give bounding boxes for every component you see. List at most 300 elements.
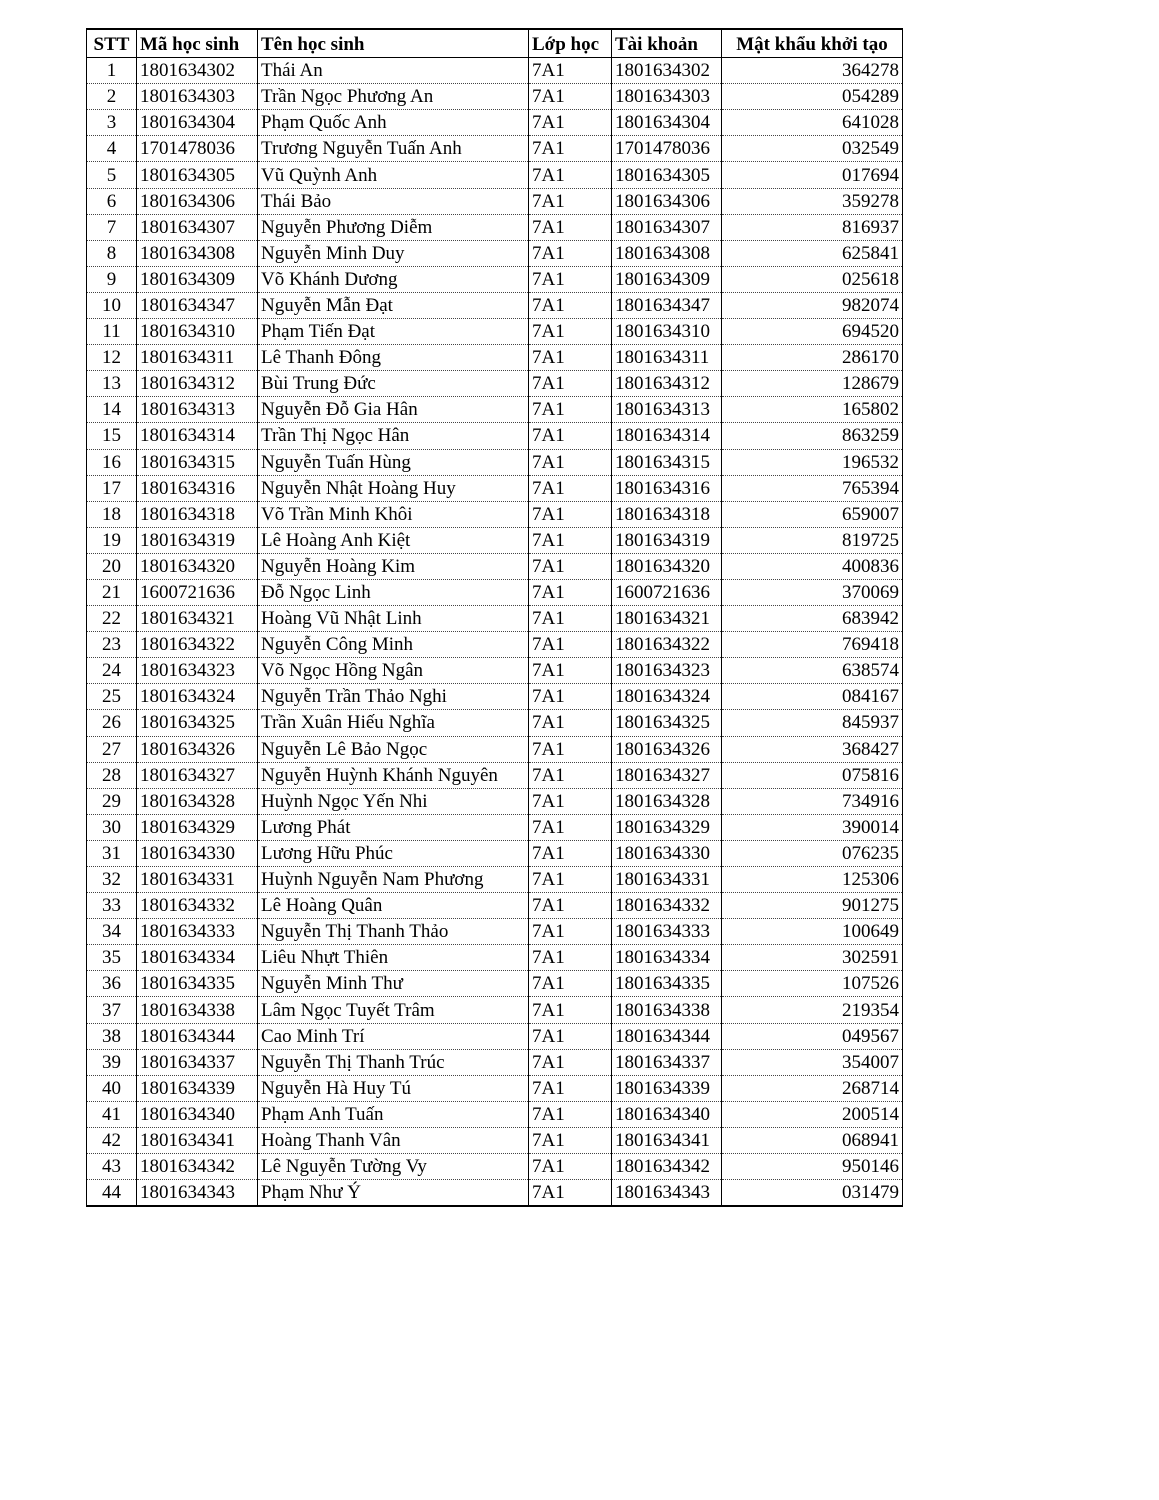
- cell-student-name: Nguyễn Hoàng Kim: [258, 553, 529, 579]
- cell-stt: 23: [87, 632, 137, 658]
- cell-student-name: Vũ Quỳnh Anh: [258, 162, 529, 188]
- cell-initial-password: 084167: [722, 684, 903, 710]
- cell-student-id: 1801634323: [137, 658, 258, 684]
- table-row: [87, 1180, 903, 1207]
- cell-initial-password: 128679: [722, 371, 903, 397]
- cell-initial-password: 364278: [722, 58, 903, 84]
- cell-stt: 7: [87, 214, 137, 240]
- cell-stt: 26: [87, 710, 137, 736]
- cell-initial-password: 845937: [722, 710, 903, 736]
- student-account-table: [86, 28, 903, 1207]
- cell-class: 7A1: [529, 1101, 612, 1127]
- cell-student-id: 1801634329: [137, 814, 258, 840]
- cell-account: 1801634313: [612, 397, 722, 423]
- cell-initial-password: 901275: [722, 893, 903, 919]
- cell-student-name: Liêu Nhựt Thiên: [258, 945, 529, 971]
- cell-class: 7A1: [529, 319, 612, 345]
- table-row: [87, 1154, 903, 1180]
- cell-initial-password: 694520: [722, 319, 903, 345]
- cell-initial-password: 125306: [722, 867, 903, 893]
- cell-stt: 11: [87, 319, 137, 345]
- table-row: [87, 58, 903, 84]
- cell-student-name: Lê Thanh Đông: [258, 345, 529, 371]
- cell-initial-password: 769418: [722, 632, 903, 658]
- cell-account: 1801634343: [612, 1180, 722, 1207]
- table-row: [87, 736, 903, 762]
- cell-class: 7A1: [529, 475, 612, 501]
- table-row: [87, 579, 903, 605]
- cell-student-id: 1801634338: [137, 997, 258, 1023]
- cell-class: 7A1: [529, 1154, 612, 1180]
- table-row: [87, 867, 903, 893]
- cell-account: 1801634333: [612, 919, 722, 945]
- cell-student-id: 1801634313: [137, 397, 258, 423]
- table-row: [87, 788, 903, 814]
- cell-student-name: Lương Phát: [258, 814, 529, 840]
- cell-account: 1801634311: [612, 345, 722, 371]
- cell-student-id: 1801634305: [137, 162, 258, 188]
- cell-student-id: 1701478036: [137, 136, 258, 162]
- cell-initial-password: 734916: [722, 788, 903, 814]
- cell-student-name: Lê Hoàng Quân: [258, 893, 529, 919]
- cell-student-id: 1801634333: [137, 919, 258, 945]
- cell-initial-password: 659007: [722, 501, 903, 527]
- cell-initial-password: 017694: [722, 162, 903, 188]
- header-account: Tài khoản: [612, 29, 722, 58]
- cell-class: 7A1: [529, 1023, 612, 1049]
- cell-student-name: Phạm Như Ý: [258, 1180, 529, 1207]
- cell-initial-password: 950146: [722, 1154, 903, 1180]
- table-row: [87, 606, 903, 632]
- cell-student-id: 1801634312: [137, 371, 258, 397]
- cell-student-name: Võ Trần Minh Khôi: [258, 501, 529, 527]
- cell-class: 7A1: [529, 266, 612, 292]
- cell-stt: 14: [87, 397, 137, 423]
- cell-account: 1801634325: [612, 710, 722, 736]
- table-row: [87, 136, 903, 162]
- cell-class: 7A1: [529, 684, 612, 710]
- cell-student-name: Nguyễn Phương Diễm: [258, 214, 529, 240]
- cell-class: 7A1: [529, 632, 612, 658]
- cell-account: 1801634329: [612, 814, 722, 840]
- cell-student-name: Nguyễn Trần Thảo Nghi: [258, 684, 529, 710]
- cell-stt: 33: [87, 893, 137, 919]
- cell-class: 7A1: [529, 997, 612, 1023]
- cell-student-name: Nguyễn Lê Bảo Ngọc: [258, 736, 529, 762]
- cell-account: 1801634328: [612, 788, 722, 814]
- cell-student-id: 1801634324: [137, 684, 258, 710]
- cell-student-id: 1801634332: [137, 893, 258, 919]
- cell-account: 1801634312: [612, 371, 722, 397]
- cell-stt: 8: [87, 240, 137, 266]
- cell-student-id: 1801634344: [137, 1023, 258, 1049]
- cell-stt: 43: [87, 1154, 137, 1180]
- cell-initial-password: 268714: [722, 1075, 903, 1101]
- cell-initial-password: 302591: [722, 945, 903, 971]
- cell-stt: 27: [87, 736, 137, 762]
- cell-account: 1801634330: [612, 840, 722, 866]
- cell-class: 7A1: [529, 814, 612, 840]
- cell-initial-password: 165802: [722, 397, 903, 423]
- cell-class: 7A1: [529, 292, 612, 318]
- cell-student-name: Lương Hữu Phúc: [258, 840, 529, 866]
- cell-class: 7A1: [529, 345, 612, 371]
- cell-student-id: 1600721636: [137, 579, 258, 605]
- table-row: [87, 345, 903, 371]
- cell-account: 1801634339: [612, 1075, 722, 1101]
- cell-student-id: 1801634325: [137, 710, 258, 736]
- cell-initial-password: 390014: [722, 814, 903, 840]
- cell-initial-password: 031479: [722, 1180, 903, 1207]
- cell-stt: 18: [87, 501, 137, 527]
- cell-stt: 25: [87, 684, 137, 710]
- cell-initial-password: 107526: [722, 971, 903, 997]
- cell-stt: 42: [87, 1127, 137, 1153]
- cell-class: 7A1: [529, 919, 612, 945]
- cell-stt: 28: [87, 762, 137, 788]
- cell-student-id: 1801634343: [137, 1180, 258, 1207]
- cell-account: 1801634306: [612, 188, 722, 214]
- cell-class: 7A1: [529, 971, 612, 997]
- cell-student-id: 1801634331: [137, 867, 258, 893]
- cell-initial-password: 075816: [722, 762, 903, 788]
- cell-class: 7A1: [529, 1127, 612, 1153]
- cell-account: 1801634305: [612, 162, 722, 188]
- cell-class: 7A1: [529, 762, 612, 788]
- cell-student-id: 1801634309: [137, 266, 258, 292]
- cell-account: 1801634307: [612, 214, 722, 240]
- table-row: [87, 814, 903, 840]
- table-row: [87, 945, 903, 971]
- cell-initial-password: 200514: [722, 1101, 903, 1127]
- cell-stt: 32: [87, 867, 137, 893]
- cell-student-id: 1801634318: [137, 501, 258, 527]
- header-class: Lớp học: [529, 29, 612, 58]
- table-row: [87, 266, 903, 292]
- cell-class: 7A1: [529, 1180, 612, 1207]
- cell-student-id: 1801634319: [137, 527, 258, 553]
- cell-class: 7A1: [529, 214, 612, 240]
- cell-class: 7A1: [529, 736, 612, 762]
- cell-stt: 12: [87, 345, 137, 371]
- cell-stt: 34: [87, 919, 137, 945]
- cell-student-name: Cao Minh Trí: [258, 1023, 529, 1049]
- cell-account: 1801634347: [612, 292, 722, 318]
- table-row: [87, 527, 903, 553]
- cell-class: 7A1: [529, 136, 612, 162]
- cell-account: 1801634337: [612, 1049, 722, 1075]
- cell-account: 1801634338: [612, 997, 722, 1023]
- cell-initial-password: 068941: [722, 1127, 903, 1153]
- cell-account: 1801634341: [612, 1127, 722, 1153]
- table-row: [87, 632, 903, 658]
- cell-class: 7A1: [529, 579, 612, 605]
- table-row: [87, 1049, 903, 1075]
- cell-stt: 6: [87, 188, 137, 214]
- table-row: [87, 710, 903, 736]
- cell-account: 1801634303: [612, 84, 722, 110]
- cell-student-name: Trần Ngọc Phương An: [258, 84, 529, 110]
- header-student-name: Tên học sinh: [258, 29, 529, 58]
- cell-account: 1801634342: [612, 1154, 722, 1180]
- cell-account: 1801634323: [612, 658, 722, 684]
- header-student-id: Mã học sinh: [137, 29, 258, 58]
- cell-student-name: Trương Nguyễn Tuấn Anh: [258, 136, 529, 162]
- table-row: [87, 971, 903, 997]
- cell-stt: 9: [87, 266, 137, 292]
- cell-class: 7A1: [529, 658, 612, 684]
- cell-initial-password: 641028: [722, 110, 903, 136]
- cell-class: 7A1: [529, 840, 612, 866]
- cell-account: 1801634332: [612, 893, 722, 919]
- cell-initial-password: 032549: [722, 136, 903, 162]
- cell-account: 1801634344: [612, 1023, 722, 1049]
- cell-student-id: 1801634302: [137, 58, 258, 84]
- cell-stt: 40: [87, 1075, 137, 1101]
- cell-student-id: 1801634334: [137, 945, 258, 971]
- cell-stt: 36: [87, 971, 137, 997]
- cell-stt: 30: [87, 814, 137, 840]
- table-row: [87, 684, 903, 710]
- cell-student-name: Trần Xuân Hiếu Nghĩa: [258, 710, 529, 736]
- cell-stt: 3: [87, 110, 137, 136]
- cell-stt: 21: [87, 579, 137, 605]
- cell-student-name: Hoàng Thanh Vân: [258, 1127, 529, 1153]
- cell-initial-password: 816937: [722, 214, 903, 240]
- table-row: [87, 292, 903, 318]
- cell-stt: 19: [87, 527, 137, 553]
- header-stt: STT: [87, 29, 137, 58]
- cell-account: 1801634318: [612, 501, 722, 527]
- cell-student-name: Phạm Quốc Anh: [258, 110, 529, 136]
- cell-initial-password: 625841: [722, 240, 903, 266]
- cell-stt: 16: [87, 449, 137, 475]
- cell-student-id: 1801634339: [137, 1075, 258, 1101]
- cell-student-name: Trần Thị Ngọc Hân: [258, 423, 529, 449]
- cell-student-name: Lê Hoàng Anh Kiệt: [258, 527, 529, 553]
- cell-stt: 2: [87, 84, 137, 110]
- cell-student-id: 1801634303: [137, 84, 258, 110]
- cell-initial-password: 286170: [722, 345, 903, 371]
- cell-student-id: 1801634322: [137, 632, 258, 658]
- cell-initial-password: 400836: [722, 553, 903, 579]
- cell-stt: 17: [87, 475, 137, 501]
- table-row: [87, 162, 903, 188]
- cell-account: 1801634315: [612, 449, 722, 475]
- table-row: [87, 762, 903, 788]
- cell-stt: 38: [87, 1023, 137, 1049]
- cell-stt: 35: [87, 945, 137, 971]
- cell-student-id: 1801634327: [137, 762, 258, 788]
- cell-account: 1801634316: [612, 475, 722, 501]
- cell-initial-password: 819725: [722, 527, 903, 553]
- cell-class: 7A1: [529, 423, 612, 449]
- header-row: [87, 29, 903, 58]
- cell-class: 7A1: [529, 397, 612, 423]
- cell-account: 1801634302: [612, 58, 722, 84]
- cell-class: 7A1: [529, 449, 612, 475]
- table-row: [87, 475, 903, 501]
- cell-student-id: 1801634310: [137, 319, 258, 345]
- cell-student-id: 1801634328: [137, 788, 258, 814]
- cell-student-name: Đỗ Ngọc Linh: [258, 579, 529, 605]
- header-initial-password: Mật khẩu khởi tạo: [722, 29, 903, 58]
- cell-initial-password: 683942: [722, 606, 903, 632]
- cell-student-name: Nguyễn Minh Duy: [258, 240, 529, 266]
- table-row: [87, 501, 903, 527]
- cell-initial-password: 100649: [722, 919, 903, 945]
- cell-class: 7A1: [529, 945, 612, 971]
- cell-student-name: Bùi Trung Đức: [258, 371, 529, 397]
- cell-student-id: 1801634326: [137, 736, 258, 762]
- cell-account: 1801634308: [612, 240, 722, 266]
- cell-stt: 13: [87, 371, 137, 397]
- cell-student-id: 1801634304: [137, 110, 258, 136]
- cell-class: 7A1: [529, 788, 612, 814]
- table-row: [87, 397, 903, 423]
- cell-class: 7A1: [529, 553, 612, 579]
- cell-student-name: Nguyễn Tuấn Hùng: [258, 449, 529, 475]
- table-row: [87, 1075, 903, 1101]
- cell-account: 1801634304: [612, 110, 722, 136]
- cell-student-name: Nguyễn Minh Thư: [258, 971, 529, 997]
- cell-class: 7A1: [529, 710, 612, 736]
- cell-stt: 31: [87, 840, 137, 866]
- cell-account: 1801634324: [612, 684, 722, 710]
- cell-account: 1801634314: [612, 423, 722, 449]
- cell-student-name: Võ Ngọc Hồng Ngân: [258, 658, 529, 684]
- cell-class: 7A1: [529, 527, 612, 553]
- cell-student-name: Nguyễn Thị Thanh Thảo: [258, 919, 529, 945]
- cell-stt: 37: [87, 997, 137, 1023]
- table-row: [87, 893, 903, 919]
- cell-initial-password: 354007: [722, 1049, 903, 1075]
- table-row: [87, 371, 903, 397]
- cell-student-name: Huỳnh Nguyễn Nam Phương: [258, 867, 529, 893]
- cell-stt: 10: [87, 292, 137, 318]
- cell-class: 7A1: [529, 867, 612, 893]
- cell-student-name: Thái Bảo: [258, 188, 529, 214]
- table-row: [87, 449, 903, 475]
- cell-account: 1801634309: [612, 266, 722, 292]
- cell-account: 1801634331: [612, 867, 722, 893]
- cell-account: 1801634335: [612, 971, 722, 997]
- cell-student-id: 1801634308: [137, 240, 258, 266]
- cell-initial-password: 368427: [722, 736, 903, 762]
- cell-stt: 39: [87, 1049, 137, 1075]
- cell-student-id: 1801634330: [137, 840, 258, 866]
- cell-class: 7A1: [529, 1075, 612, 1101]
- cell-class: 7A1: [529, 84, 612, 110]
- table-row: [87, 840, 903, 866]
- cell-account: 1801634310: [612, 319, 722, 345]
- cell-class: 7A1: [529, 58, 612, 84]
- cell-initial-password: 054289: [722, 84, 903, 110]
- cell-student-name: Lâm Ngọc Tuyết Trâm: [258, 997, 529, 1023]
- cell-student-id: 1801634315: [137, 449, 258, 475]
- cell-account: 1801634322: [612, 632, 722, 658]
- cell-student-name: Hoàng Vũ Nhật Linh: [258, 606, 529, 632]
- cell-initial-password: 370069: [722, 579, 903, 605]
- cell-student-name: Võ Khánh Dương: [258, 266, 529, 292]
- table-row: [87, 553, 903, 579]
- table-row: [87, 188, 903, 214]
- cell-stt: 41: [87, 1101, 137, 1127]
- table-row: [87, 319, 903, 345]
- cell-account: 1801634321: [612, 606, 722, 632]
- table-row: [87, 1101, 903, 1127]
- cell-student-name: Nguyễn Mẫn Đạt: [258, 292, 529, 318]
- table-row: [87, 110, 903, 136]
- cell-student-name: Lê Nguyễn Tường Vy: [258, 1154, 529, 1180]
- cell-student-name: Nguyễn Hà Huy Tú: [258, 1075, 529, 1101]
- cell-student-id: 1801634306: [137, 188, 258, 214]
- cell-class: 7A1: [529, 188, 612, 214]
- cell-class: 7A1: [529, 371, 612, 397]
- cell-student-id: 1801634342: [137, 1154, 258, 1180]
- cell-class: 7A1: [529, 501, 612, 527]
- table-row: [87, 658, 903, 684]
- table-row: [87, 997, 903, 1023]
- cell-stt: 20: [87, 553, 137, 579]
- cell-student-id: 1801634320: [137, 553, 258, 579]
- cell-stt: 24: [87, 658, 137, 684]
- cell-stt: 29: [87, 788, 137, 814]
- cell-account: 1801634327: [612, 762, 722, 788]
- table-row: [87, 1023, 903, 1049]
- cell-student-name: Phạm Anh Tuấn: [258, 1101, 529, 1127]
- table-row: [87, 423, 903, 449]
- cell-stt: 1: [87, 58, 137, 84]
- cell-initial-password: 076235: [722, 840, 903, 866]
- cell-class: 7A1: [529, 606, 612, 632]
- cell-initial-password: 982074: [722, 292, 903, 318]
- cell-student-name: Nguyễn Nhật Hoàng Huy: [258, 475, 529, 501]
- cell-initial-password: 863259: [722, 423, 903, 449]
- cell-stt: 15: [87, 423, 137, 449]
- cell-account: 1801634319: [612, 527, 722, 553]
- cell-student-id: 1801634340: [137, 1101, 258, 1127]
- cell-student-id: 1801634311: [137, 345, 258, 371]
- cell-student-id: 1801634341: [137, 1127, 258, 1153]
- cell-stt: 4: [87, 136, 137, 162]
- cell-student-name: Nguyễn Huỳnh Khánh Nguyên: [258, 762, 529, 788]
- cell-student-id: 1801634337: [137, 1049, 258, 1075]
- cell-stt: 44: [87, 1180, 137, 1207]
- table-row: [87, 1127, 903, 1153]
- cell-student-name: Nguyễn Thị Thanh Trúc: [258, 1049, 529, 1075]
- cell-student-id: 1801634347: [137, 292, 258, 318]
- cell-class: 7A1: [529, 893, 612, 919]
- cell-student-id: 1801634314: [137, 423, 258, 449]
- cell-initial-password: 359278: [722, 188, 903, 214]
- cell-initial-password: 638574: [722, 658, 903, 684]
- cell-class: 7A1: [529, 1049, 612, 1075]
- cell-account: 1801634340: [612, 1101, 722, 1127]
- cell-account: 1801634320: [612, 553, 722, 579]
- cell-student-id: 1801634321: [137, 606, 258, 632]
- cell-class: 7A1: [529, 110, 612, 136]
- cell-class: 7A1: [529, 240, 612, 266]
- cell-student-name: Nguyễn Đỗ Gia Hân: [258, 397, 529, 423]
- cell-student-name: Phạm Tiến Đạt: [258, 319, 529, 345]
- cell-initial-password: 196532: [722, 449, 903, 475]
- table-row: [87, 84, 903, 110]
- table-row: [87, 240, 903, 266]
- cell-stt: 22: [87, 606, 137, 632]
- cell-initial-password: 219354: [722, 997, 903, 1023]
- cell-account: 1801634334: [612, 945, 722, 971]
